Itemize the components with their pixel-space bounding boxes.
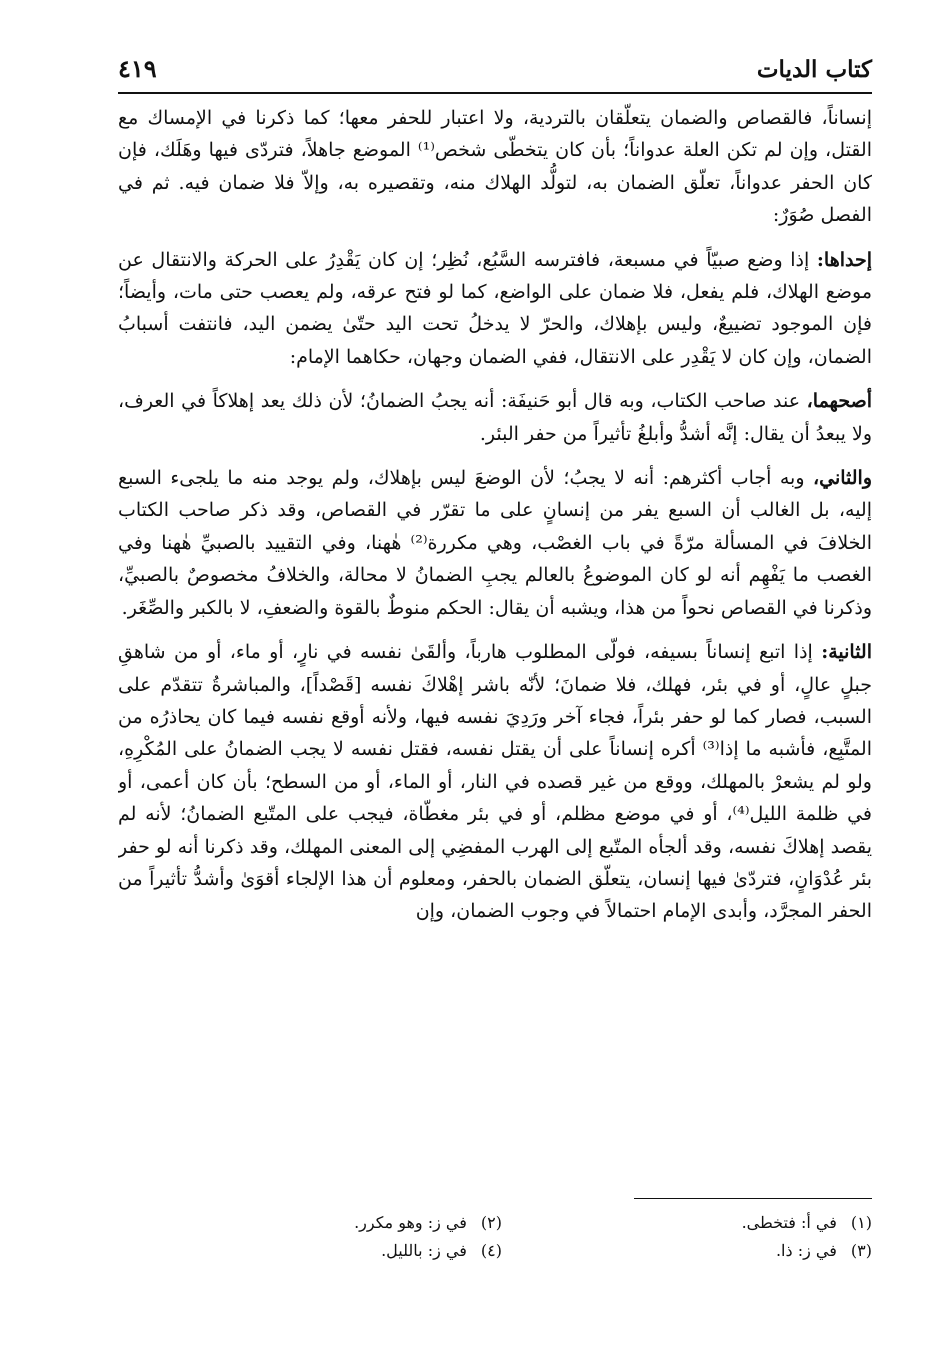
footnote-divider (634, 1198, 872, 1199)
page-header (118, 52, 872, 94)
footnote-4 (381, 1240, 502, 1262)
paragraph-lead: والثاني، (812, 467, 872, 490)
paragraph-text: وبه أجاب أكثرهم: أنه لا يجبُ؛ لأن الوضعَ ليس بإهلاك، ولم يوجد منه ما يلجىء السبع إليه، بل الغالب أن السبع يفر من إنسانٍ على ما تقرّر في القصاص، وقد ذكر صاحب الكتاب الخلافَ في المسألة مرّةً في باب الغصْب، وهي مكررة⁽²⁾ هٰهنا، وفي التقييد بالصبيِّ هٰهنا وفي الغصب ما يَفْهِم أنه لو كان الموضوعُ بالعالم يجبِ الضمانُ لا محالة، والخلافُ مخصوصٌ بالصبيِّ، وذكرنا في القصاص نحواً من هذا، ويشبه أن يقال: الحكم منوطٌ بالقوة والضعفِ، لا بالكبر والصِّغَر. (118, 467, 872, 619)
footnote-2 (354, 1212, 502, 1234)
paragraph-text: إذا وضع صبيّاً في مسبعة، فافترسه السَّبُع، نُظِر؛ إن كان يَقْدِرُ على الحركة والانتقال عن موضع الهلاك، فلم يفعل، فلا ضمان على الواضع، كما لو فتح عرقه، ولم يعصب حتى مات، وأيضاً؛ فإن الموجود تضييعٌ، وليس بإهلاك، والحرّ لا يدخلُ تحت اليد حتّىٰ يضمن اليد، فانتفت أسبابُ الضمان، وإن كان لا يَقْدِر على الانتقال، ففي الضمان وجهان، حكاهما الإمام: (118, 248, 872, 368)
footnote-text: في أ: فتخطى. (741, 1213, 837, 1232)
page-number: ٤١٩ (118, 54, 157, 83)
footnote-number: (١) (850, 1213, 872, 1232)
paragraph-lead: الثانية: (821, 641, 872, 664)
paragraph-intro (118, 102, 872, 232)
footnote-text: في ز: بالليل. (381, 1241, 467, 1260)
footnotes (118, 1212, 872, 1292)
paragraph-text: إذا اتبع إنساناً بسيفه، فولّى المطلوب هارباً، وألقَىٰ نفسه في نارٍ، أو ماء، أو من شاهقِ جبلٍ عالٍ، أو في بئر، فهلك، فلا ضمانَ؛ لأنّه باشر إهْلاكَ نفسه [قَصْداً]، والمباشرةُ تتقدّم على السبب، فصار كما لو حفر بئراً، فجاء آخر ورَدِيَ نفسه فيها، ولأنه أوقع نفسه فيما كان يحاذرُه من المتَّبِع، فأشبه ما إذا⁽³⁾ أكره إنساناً على أن يقتل نفسه، فقتل نفسه لا يجب الضمانُ على المُكْرِهِ، ولو لم يشعرْ بالمهلك، ووقع من غير قصده في النار، أو الماء، أو من السطح؛ بأن كان أعمى، أو في ظلمة الليل⁽⁴⁾، أو في موضع مظلم، أو في بئر مغطّاة، فيجب على المتّبع الضمانُ؛ لأنه لم يقصد إهلاكَ نفسه، وقد ألجأه المتّبع إلى الهرب المفضِي إلى المعنى المهلك، وقد ذكرنا أنه لو حفر بئر عُدْوَانٍ، فتردّىٰ فيها إنسان، يتعلّق الضمان بالحفر، ومعلوم أن هذا الإلجاء أقوَىٰ وأشدُّ تأثيراً من الحفر المجرَّد، وأبدى الإمام احتمالاً في وجوب الضمان، وإن (118, 641, 872, 923)
paragraph-most-correct-view (118, 385, 872, 450)
footnote-number: (٢) (480, 1213, 502, 1232)
paragraph-text: إنساناً، فالقصاص والضمان يتعلّقان بالتردية، ولا اعتبار للحفر معها؛ كما ذكرنا في الإمساك مع القتل، وإن لم تكن العلة عدواناً؛ بأن كان يتخطّى شخص⁽¹⁾ الموضع جاهلاً، فتردّى فيها وهَلَك، فإن كان الحفر عدواناً، تعلّق الضمان به، لتولُّد الهلاك منه، وتقصيره به، وإلاّ فلا ضمان فيه. ثم في الفصل صُوَرٌ: (118, 107, 872, 227)
paragraph-text: عند صاحب الكتاب، وبه قال أبو حَنيفَة: أنه يجبُ الضمانُ؛ لأن ذلك يعد إهلاكاً في العرف، ولا يبعدُ أن يقال: إنَّه أشدُّ وأبلغُ تأثيراً من حفر البئر. (118, 390, 872, 445)
paragraph-second-view (118, 462, 872, 624)
footnote-number: (٤) (480, 1241, 502, 1260)
footnote-text: في ز: وهو مكرر. (354, 1213, 467, 1232)
footnote-text: في ز: ذا. (775, 1241, 837, 1260)
footnote-1 (742, 1212, 872, 1234)
paragraph-lead: إحداها: (816, 248, 872, 271)
paragraph-lead: أصحهما، (806, 390, 872, 413)
running-title: كتاب الديات (756, 56, 872, 83)
paragraph-first-case (118, 244, 872, 374)
main-text (118, 102, 872, 1192)
footnote-number: (٣) (850, 1241, 872, 1260)
paragraph-second-case (118, 636, 872, 928)
footnote-3 (776, 1240, 872, 1262)
